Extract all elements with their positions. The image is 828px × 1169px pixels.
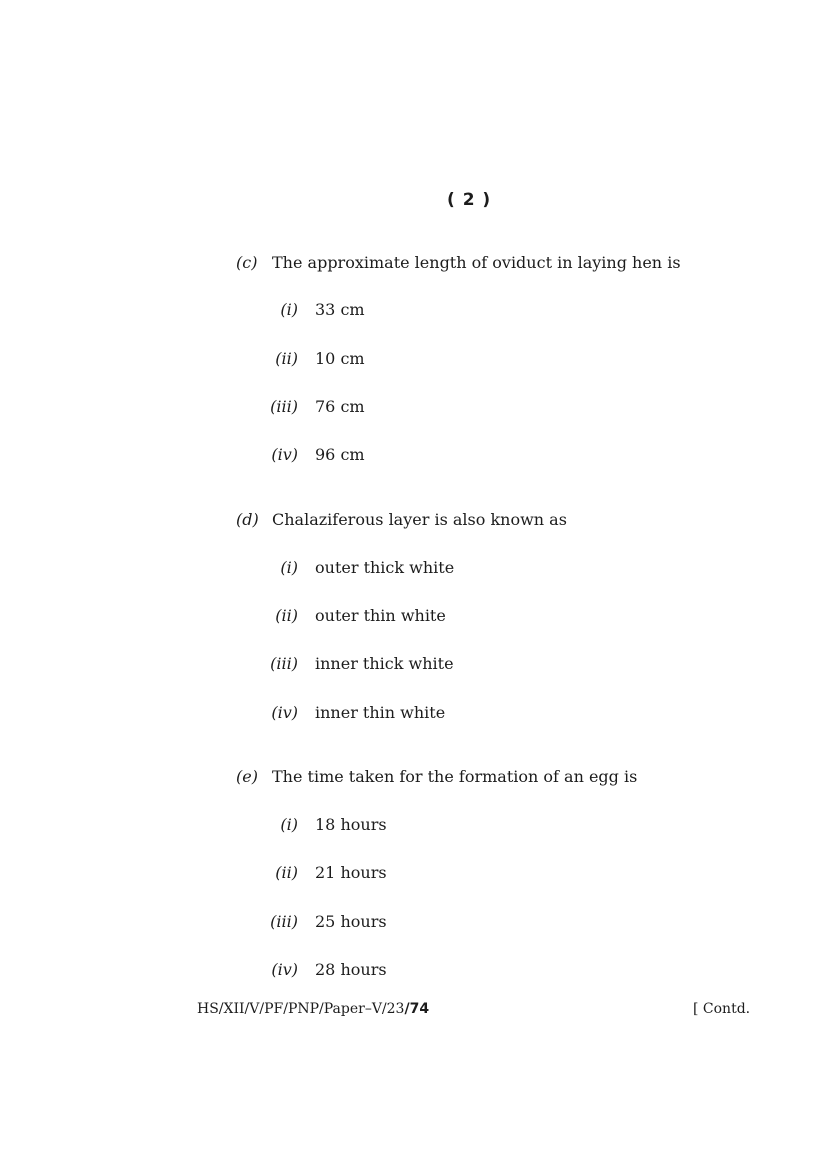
option-item (260, 815, 387, 835)
page-number: ( 2 ) (447, 190, 492, 210)
question-c (236, 253, 681, 273)
paper-code-suffix: /74 (404, 1001, 430, 1017)
option-label: (i) (280, 300, 298, 319)
option-label: (ii) (275, 349, 298, 368)
option-item (260, 445, 365, 465)
option-label: (iv) (271, 703, 298, 722)
option-text: 18 hours (315, 815, 387, 834)
option-item (260, 863, 387, 883)
option-label: (iii) (270, 397, 298, 416)
option-item (260, 606, 446, 626)
option-label: (iii) (270, 912, 298, 931)
question-text: The time taken for the formation of an egg is (272, 767, 638, 786)
paper-code-prefix: HS/XII/V/PF/PNP/Paper–V/23 (197, 1001, 405, 1017)
option-label: (ii) (275, 863, 298, 882)
question-text: Chalaziferous layer is also known as (272, 510, 567, 529)
option-item (260, 349, 365, 369)
option-text: 10 cm (315, 349, 365, 368)
option-label: (ii) (275, 606, 298, 625)
option-label: (iv) (271, 960, 298, 979)
option-text: 28 hours (315, 960, 387, 979)
option-text: inner thick white (315, 654, 454, 673)
option-label: (i) (280, 558, 298, 577)
question-label: (e) (236, 767, 258, 786)
question-label: (c) (236, 253, 258, 272)
paper-code (197, 1001, 429, 1017)
option-text: 25 hours (315, 912, 387, 931)
option-item (260, 912, 387, 932)
option-label: (iv) (271, 445, 298, 464)
option-text: 76 cm (315, 397, 365, 416)
option-item (260, 397, 365, 417)
option-text: 21 hours (315, 863, 387, 882)
option-item (260, 558, 454, 578)
question-d (236, 510, 567, 530)
option-item (260, 960, 387, 980)
option-item (260, 703, 445, 723)
option-text: 33 cm (315, 300, 365, 319)
question-e (236, 767, 637, 787)
option-text: 96 cm (315, 445, 365, 464)
option-text: inner thin white (315, 703, 446, 722)
option-item (260, 654, 454, 674)
option-label: (iii) (270, 654, 298, 673)
question-label: (d) (236, 510, 259, 529)
option-label: (i) (280, 815, 298, 834)
option-item (260, 300, 365, 320)
option-text: outer thick white (315, 558, 455, 577)
continued-note: [ Contd. (693, 1001, 751, 1017)
question-text: The approximate length of oviduct in laying hen is (272, 253, 681, 272)
option-text: outer thin white (315, 606, 446, 625)
